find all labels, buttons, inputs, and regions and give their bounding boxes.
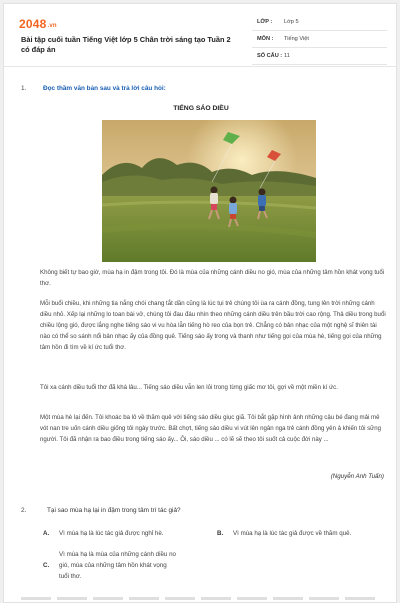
- logo-main-text: 2048: [19, 17, 47, 31]
- option-c-text-line3: tuổi thơ.: [59, 573, 82, 580]
- passage-author: (Nguyễn Anh Tuấn): [330, 473, 384, 480]
- meta-row-grade: [252, 16, 387, 31]
- passage-title: TIẾNG SÁO DIỀU: [173, 105, 229, 112]
- meta-value-question-count: 11: [284, 53, 290, 59]
- option-c-text-line1: Vì mùa hạ là mùa của những cánh diều no: [59, 551, 176, 558]
- document-title: Bài tập cuối tuần Tiếng Việt lớp 5 Chân trời sáng tạo Tuần 2 có đáp án: [21, 35, 231, 54]
- option-a-text: Vì mùa hạ là lúc tác giả được nghỉ hè.: [59, 530, 164, 537]
- site-logo[interactable]: [19, 17, 57, 31]
- passage-paragraph: Một mùa hè lại đến. Tôi khoác ba lô về thăm quê với tiếng sáo diều giục giã. Tôi bắt gặp hình ảnh những cậu bé đang mải mê vót nan tre uốn cánh diều giống tôi ngày trước. Bất chợt, tiếng sáo diều vi vút lên ngân nga trẻ cánh đồng yên ả khiến tôi sững người. Tôi đã nhận ra bao điều trong tiếng sáo ấy... Ôi, sáo diều ... có lẽ sẽ theo tôi suốt cả cuộc đời này ...: [40, 414, 382, 443]
- passage-paragraph: Không biết tự bao giờ, mùa hạ in đậm trong tôi. Đó là mùa của những cánh diều no gió, mùa của những tâm hồn khát vọng tuổi thơ.: [40, 269, 385, 287]
- question-2-number: 2.: [21, 507, 27, 514]
- question-2-prompt: Tại sao mùa hạ lại in đậm trong tâm trí tác giả?: [47, 507, 181, 514]
- worksheet-header: [4, 4, 396, 67]
- option-c-text-line2: gió, mùa của những tâm hồn khát vọng: [59, 562, 167, 569]
- meta-value-grade: Lớp 5: [284, 19, 299, 25]
- answer-option-c[interactable]: [43, 549, 213, 583]
- passage-paragraph: Tôi xa cánh diều tuổi thơ đã khá lâu... Tiếng sáo diều vẫn len lỏi trong từng giấc mơ tôi, gợi về một miền kí ức.: [40, 384, 338, 391]
- worksheet-page: [3, 3, 397, 603]
- option-c-key: C.: [43, 562, 50, 569]
- illustration-svg: [102, 120, 316, 262]
- meta-key-grade: LỚP :: [257, 19, 273, 25]
- kite-children-illustration: [102, 120, 316, 262]
- question-1-number: 1.: [21, 85, 27, 92]
- option-a-key: A.: [43, 530, 50, 537]
- meta-row-question-count: [252, 50, 387, 65]
- meta-key-subject: MÔN :: [257, 36, 274, 42]
- option-b-key: B.: [217, 530, 224, 537]
- meta-key-question-count: SỐ CÂU :: [257, 53, 283, 59]
- logo-tld-text: .vn: [47, 23, 57, 29]
- option-b-text: Vì mùa hạ là lúc tác giả được về thăm quê.: [233, 530, 352, 537]
- meta-row-subject: [252, 33, 387, 48]
- meta-value-subject: Tiếng Việt: [284, 36, 309, 42]
- question-1-prompt: Đọc thầm văn bản sau và trả lời câu hỏi:: [43, 85, 166, 92]
- passage-paragraph: Mỗi buổi chiều, khi những tia nắng chói chang tắt dần cũng là lúc tụi trẻ chúng tôi ùa ra cánh đồng, tung lên trời những cánh diều nhỏ. Xếp lại những lo toan bài vở, chúng tôi đau đáu nhìn theo những cánh diều trên bầu trời cao rộng. Thả diều trong buổi chiều lộng gió, được lắng nghe tiếng sáo vi vu hòa lẫn tiếng hò reo của bọn trẻ. Chẳng có bản nhạc của một nghệ sĩ thiên tài nào có thể so sánh nổi bản nhạc ấy của đồng quê. Tiếng sáo ấy trong và thanh như tiếng gọi của mùa hè, tiếng gọi của những tâm hồn đi tìm về kí ức tuổi thơ.: [40, 300, 386, 351]
- meta-info-table: [252, 16, 387, 67]
